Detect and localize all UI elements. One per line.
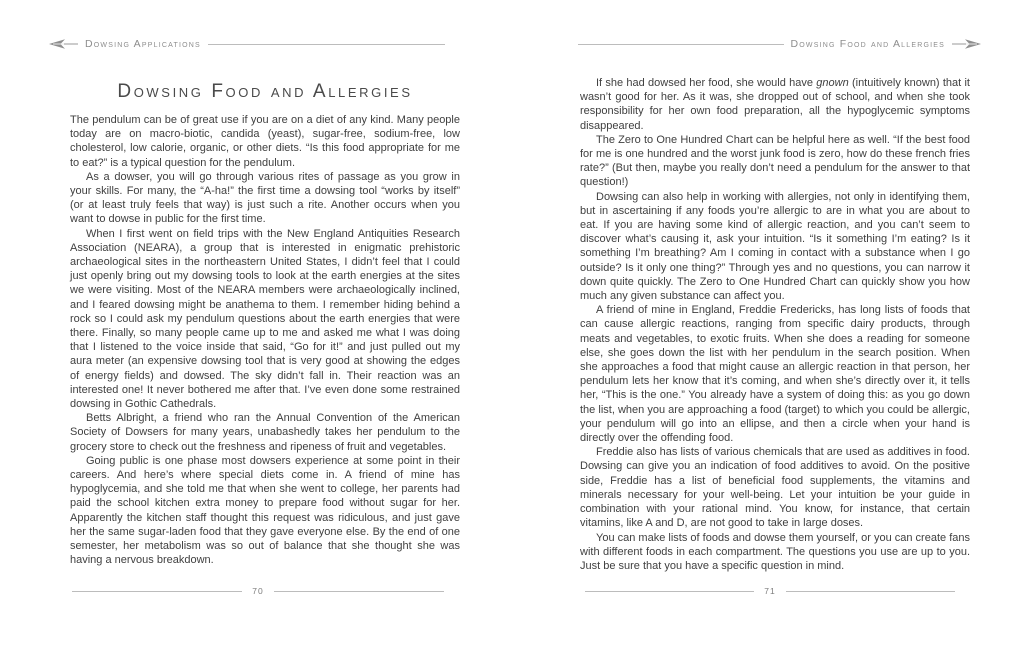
running-head-label: Dowsing Food and Allergies bbox=[790, 38, 945, 50]
paragraph: Going public is one phase most dowsers experience at some point in their careers. And here’s where special diets come in. A friend of mine has hypoglycemia, and she told me that when she went to college, her parents had paid the school kitchen extra money to prepare food without sugar for her. Apparently the kitchen staff thought this request was ridiculous, and just gave her the same sugar-laden food that they gave everyone else. By the end of one semester, her metabolism was so out of balance that she thought she was having a nervous breakdown. bbox=[70, 454, 460, 567]
paragraph: The pendulum can be of great use if you are on a diet of any kind. Many people today are on macro-biotic, candida (yeast), sugar-free, sodium-free, low cholesterol, low calorie, organic, or other diets. “Is this food appropriate for me to eat?” is a typical question for the pendulum. bbox=[70, 114, 460, 169]
page-number: 70 bbox=[252, 586, 264, 596]
paragraph: The Zero to One Hundred Chart can be helpful here as well. “If the best food for me is one hundred and the worst junk food is zero, how do these french fries rate?” (But then, maybe you really don’t need a pendulum for the answer to that question!) bbox=[580, 133, 970, 189]
left-page bbox=[48, 38, 460, 568]
left-running-head bbox=[48, 38, 445, 50]
dart-left-icon bbox=[48, 38, 78, 50]
right-text-column bbox=[580, 76, 970, 573]
right-page-footer bbox=[585, 586, 955, 596]
right-page bbox=[578, 38, 982, 573]
paragraph: You can make lists of foods and dowse them yourself, or you can create fans with different foods in each compartment. The questions you use are up to you. Just be sure that you have a specific question in mind. bbox=[580, 531, 970, 572]
footer-rule bbox=[72, 591, 242, 592]
head-rule bbox=[208, 44, 445, 45]
paragraph: As a dowser, you will go through various rites of passage as you grow in your skills. For many, the “A-ha!” the first time a dowsing tool “works by itself” (or at least truly feels that way) is just such a rite. Another occurs when you want to dowse in public for the first time. bbox=[70, 170, 460, 226]
paragraph: Dowsing can also help in working with allergies, not only in identifying them, but in ascertaining if any foods you’re allergic to are in what you are about to eat. If you are having some kind of allergic reaction, and you can’t seem to discover what’s causing it, ask your intuition. “Is it something I’m eating? Is it something I’m breathing? Am I coming in contact with a substance when I go outside? Is it only one thing?” Through yes and no questions, you can narrow it down quite quickly. The Zero to One Hundred Chart can quickly show you how much any given substance can affect you. bbox=[580, 190, 970, 303]
right-running-head bbox=[578, 38, 982, 50]
footer-rule bbox=[585, 591, 754, 592]
head-rule bbox=[578, 44, 784, 45]
left-page-body bbox=[70, 81, 460, 568]
page-number: 71 bbox=[764, 586, 776, 596]
paragraph: If she had dowsed her food, she would have gnown (intuitively known) that it wasn’t good for her. As it was, she dropped out of school, and when she took responsibility for her own food preparation, all the hypoglycemic symptoms disappeared. bbox=[580, 77, 970, 132]
footer-rule bbox=[786, 591, 955, 592]
footer-rule bbox=[274, 591, 444, 592]
chapter-title: Dowsing Food and Allergies bbox=[117, 81, 413, 102]
paragraph: Betts Albright, a friend who ran the Annual Convention of the American Society of Dowsers for many years, unabashedly takes her pendulum to the grocery store to check out the freshness and ripeness of fruit and vegetables. bbox=[70, 412, 460, 453]
running-head-label: Dowsing Applications bbox=[85, 38, 201, 50]
paragraph: Freddie also has lists of various chemicals that are used as additives in food. Dowsing can give you an indication of food additives to avoid. On the positive side, Freddie has a list of beneficial food supplements, the vitamins and minerals necessary for your well-being. Let your intuition be your guide in combination with your rational mind. You know, for instance, that certain vitamins, like A and D, are not good to take in large doses. bbox=[580, 446, 970, 530]
paragraph: A friend of mine in England, Freddie Fredericks, has long lists of foods that can cause allergic reactions, ranging from specific dairy products, through meats and vegetables, to exotic fruits. When she does a reading for someone else, she goes down the list with her pendulum in the search position. When she approaches a food that might cause an allergic reaction in that person, her pendulum lets her know that it’s coming, and when she’s directly over it, it tells her, “This is the one.” You already have a system of doing this: as you go down the list, when you are approaching a food (target) to which you could be allergic, your pendulum will go into an ellipse, and then a circle when your hand is directly over the offending food. bbox=[580, 304, 970, 445]
left-page-footer bbox=[72, 586, 444, 596]
dart-right-icon bbox=[952, 38, 982, 50]
left-text-column bbox=[70, 113, 460, 568]
right-page-body bbox=[580, 76, 970, 573]
paragraph: When I first went on field trips with the New England Antiquities Research Association (NEARA), a group that is interested in enigmatic prehistoric archaeological sites in the northeastern United States, I didn’t feel that I could just openly bring out my dowsing tools to look at the earth energies at the sites we were visiting. Most of the NEARA members were archaeologically inclined, and I feared dowsing might be anathema to them. I remember hiding behind a rock so I could ask my pendulum questions about the earth energies that were there. Finally, so many people came up to me and asked me what I was doing that I listened to the voice inside that said, “Go for it!” and just pulled out my aura meter (an expensive dowsing tool that is very good at showing the edges of energy fields) and dowsed. The sky didn’t fall in. Their reaction was an interested one! It never bothered me after that. I’ve even done some restrained dowsing in Gothic Cathedrals. bbox=[70, 227, 460, 411]
